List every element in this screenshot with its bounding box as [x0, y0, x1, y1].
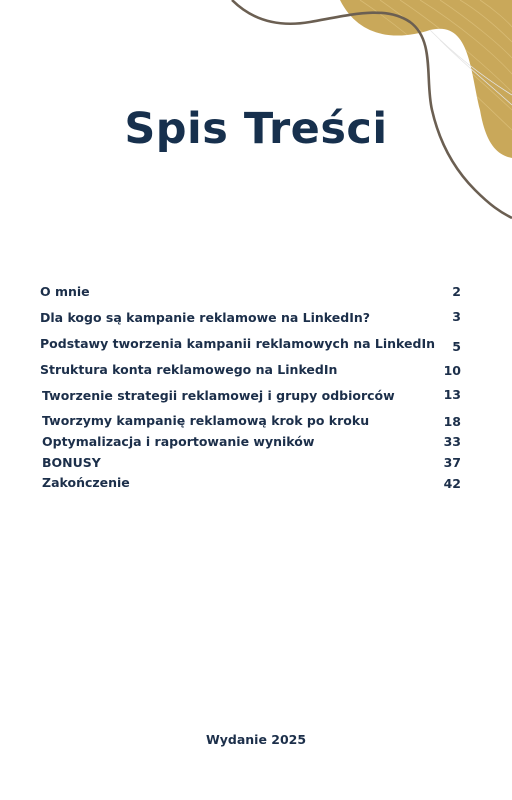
toc-item-page-number: 33 — [443, 434, 461, 449]
toc-item-label: Tworzenie strategii reklamowej i grupy odbiorców — [42, 388, 395, 403]
page-title: Spis Treści — [124, 104, 388, 154]
toc-item-o-mnie[interactable] — [0, 284, 512, 302]
toc-item-label: Podstawy tworzenia kampanii reklamowych na LinkedIn — [40, 336, 436, 351]
toc-item-page-number: 37 — [443, 455, 461, 470]
toc-item-dla-kogo[interactable] — [0, 310, 512, 328]
toc-item-tworzenie-strategii[interactable] — [0, 388, 512, 406]
toc-item-label: O mnie — [40, 284, 90, 299]
toc-item-page-number: 3 — [452, 309, 461, 324]
toc-item-podstawy[interactable] — [0, 336, 512, 354]
toc-item-page-number: 2 — [452, 284, 461, 299]
toc-item-page-number: 18 — [443, 414, 461, 429]
toc-item-tworzymy-kampanie[interactable] — [0, 413, 512, 431]
toc-item-struktura[interactable] — [0, 362, 512, 380]
toc-item-optymalizacja[interactable] — [0, 434, 512, 452]
toc-item-page-number: 5 — [452, 339, 461, 354]
toc-item-zakonczenie[interactable] — [0, 475, 512, 493]
toc-item-label: Tworzymy kampanię reklamową krok po kroku — [42, 413, 370, 428]
toc-item-label: BONUSY — [42, 455, 101, 470]
toc-item-page-number: 13 — [443, 387, 461, 402]
toc-item-bonusy[interactable] — [0, 455, 512, 473]
toc-item-page-number: 42 — [443, 476, 461, 491]
toc-item-label: Struktura konta reklamowego na LinkedIn — [40, 362, 338, 377]
toc-item-label: Optymalizacja i raportowanie wyników — [42, 434, 315, 449]
toc-item-page-number: 10 — [443, 363, 461, 378]
toc-item-label: Dla kogo są kampanie reklamowe na LinkedIn? — [40, 310, 370, 325]
edition-label: Wydanie 2025 — [205, 732, 307, 747]
toc-item-label: Zakończenie — [42, 475, 130, 490]
